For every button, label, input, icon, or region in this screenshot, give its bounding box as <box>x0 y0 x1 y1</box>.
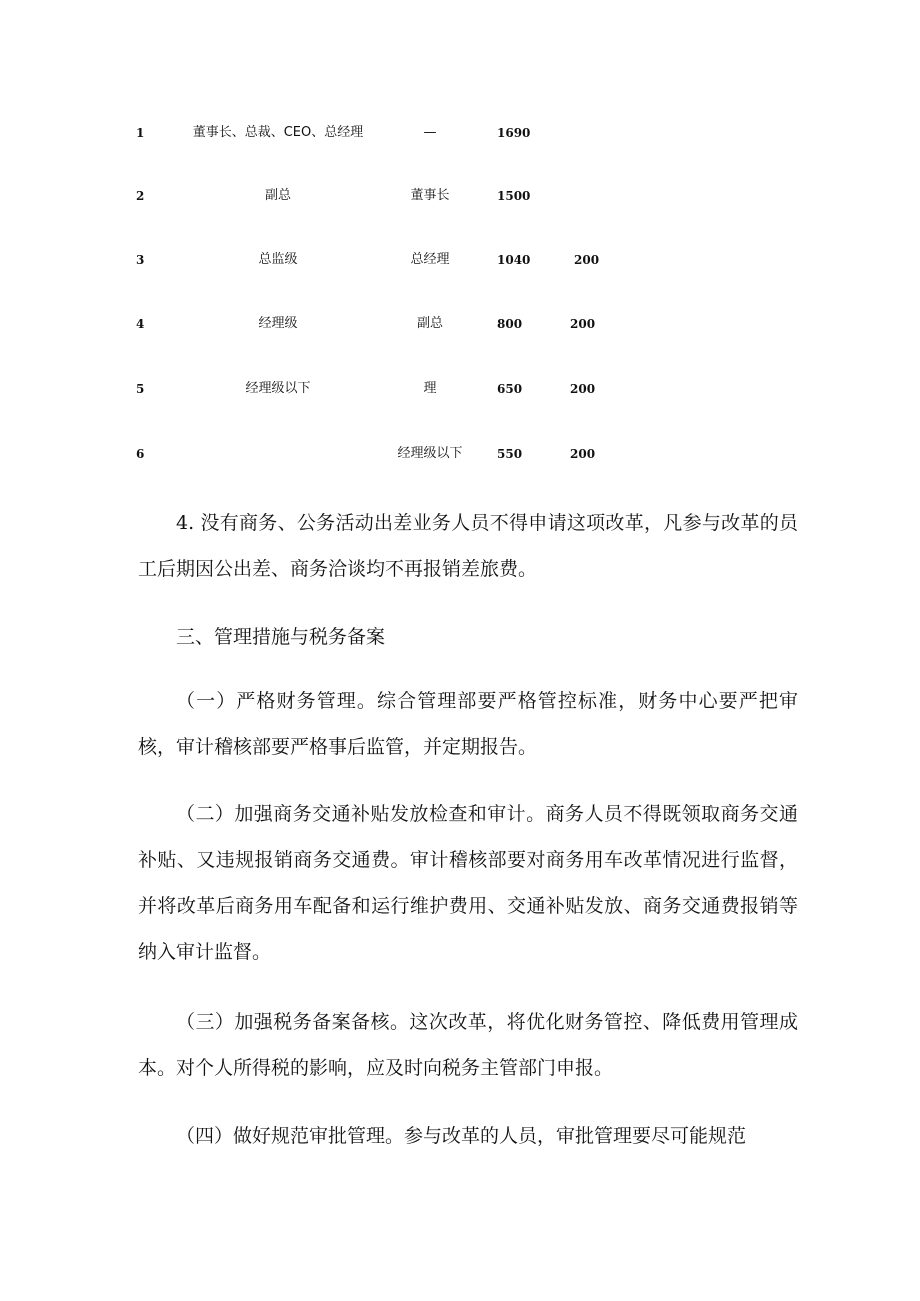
table-row <box>0 443 920 465</box>
extra-amount: 200 <box>570 382 596 396</box>
position-title: 董事长、总裁、CEO、总经理 <box>192 125 364 140</box>
approver: 副总 <box>416 316 443 331</box>
position-title: 经理级以下 <box>245 381 311 396</box>
extra-amount: 200 <box>570 317 596 331</box>
table-row <box>0 185 920 207</box>
extra-amount: 200 <box>570 447 596 461</box>
table-row <box>0 122 920 144</box>
table-row <box>0 378 920 400</box>
position-title: 总监级 <box>258 252 298 267</box>
standard-amount: 1500 <box>497 189 531 203</box>
row-number: 6 <box>136 447 145 461</box>
standard-amount: 1690 <box>497 126 531 140</box>
paragraph-measure-3: （三）加强税务备案备核。这次改革，将优化财务管控、降低费用管理成本。对个人所得税的影响，应及时向税务主管部门申报。 <box>138 1011 798 1079</box>
table-row <box>0 313 920 335</box>
approver: 理 <box>423 381 437 396</box>
table-row <box>0 249 920 271</box>
approver: — <box>423 125 437 140</box>
paragraph-item-4: 4. 没有商务、公务活动出差业务人员不得申请这项改革，凡参与改革的员工后期因公出差、商务洽谈均不再报销差旅费。 <box>138 512 798 580</box>
standard-amount: 650 <box>497 382 523 396</box>
section-heading-3: 三、管理措施与税务备案 <box>176 626 386 648</box>
standard-amount: 800 <box>497 317 523 331</box>
standard-amount: 550 <box>497 447 523 461</box>
approver: 董事长 <box>410 188 450 203</box>
extra-amount: 200 <box>574 253 600 267</box>
paragraph-measure-2: （二）加强商务交通补贴发放检查和审计。商务人员不得既领取商务交通补贴、又违规报销商务交通费。审计稽核部要对商务用车改革情况进行监督，并将改革后商务用车配备和运行维护费用、交通补贴发放、商务交通费报销等纳入审计监督。 <box>138 803 798 963</box>
row-number: 3 <box>136 253 145 267</box>
approver: 总经理 <box>410 252 450 267</box>
paragraph-measure-1: （一）严格财务管理。综合管理部要严格管控标准，财务中心要严把审核，审计稽核部要严格事后监管，并定期报告。 <box>138 690 798 758</box>
position-title: 经理级 <box>258 316 298 331</box>
paragraph-measure-4: （四）做好规范审批管理。参与改革的人员，审批管理要尽可能规范 <box>176 1125 747 1147</box>
standard-amount: 1040 <box>497 253 531 267</box>
row-number: 1 <box>136 126 145 140</box>
row-number: 2 <box>136 189 145 203</box>
position-title: 副总 <box>264 188 291 203</box>
approver: 经理级以下 <box>397 446 463 461</box>
row-number: 4 <box>136 317 145 331</box>
row-number: 5 <box>136 382 145 396</box>
